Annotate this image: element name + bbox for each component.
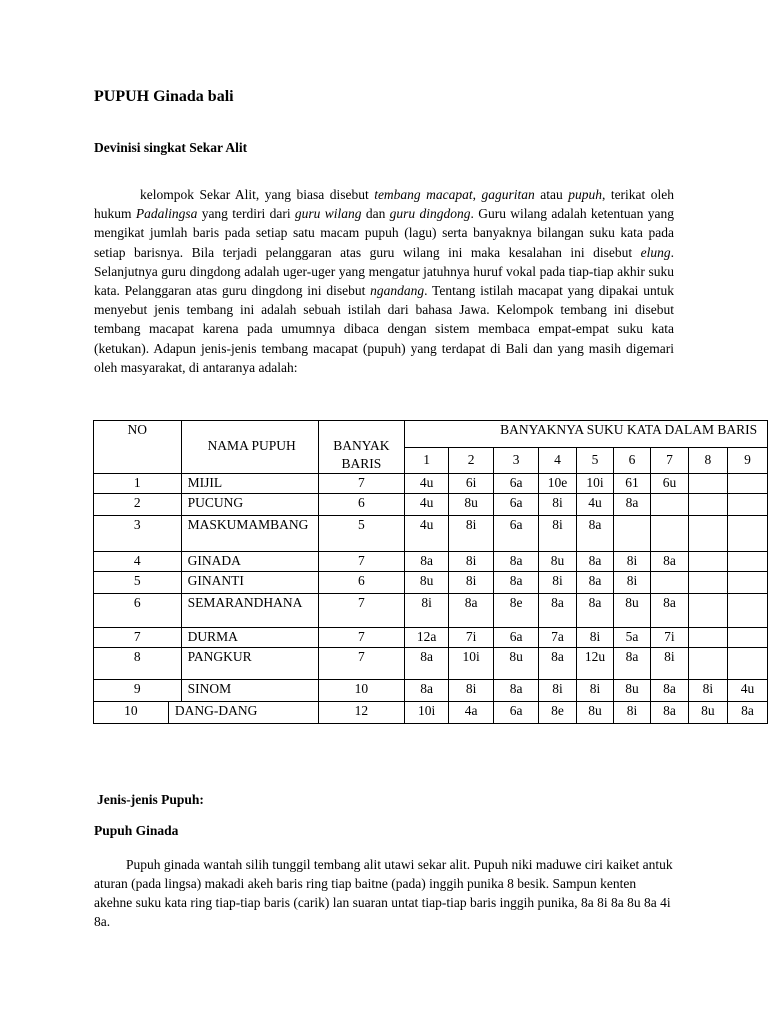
syllable-cell: 8i (577, 628, 614, 648)
syllable-cell: 4a (449, 702, 494, 724)
syllable-cell: 10i (405, 702, 449, 724)
pupuh-name: PANGKUR (181, 648, 318, 680)
intro-segment: ngandang (370, 283, 425, 299)
syllable-cell: 8a (494, 680, 539, 702)
intro-segment: . Tentang istilah macapat yang dipakai untuk menyebut jenis tembang ini adalah sebuah istilah dari bahasa Jawa. Kelompok tembang ini disebut tembang macapat karena pada umumnya dibaca dengan sistem membaca empat-empat suku kata (ketukan). Adapun jenis-jenis tembang macapat (pupuh) yang terdapat di Bali dan yang masih digemari oleh masyarakat, di antaranya adalah: (94, 283, 674, 375)
line-count: 7 (318, 474, 404, 494)
intro-segment: . Selanjutnya guru dingdong adalah uger-uger yang mengatur jatuhnya huruf vokal pada tiap-tiap akhir suku kata. Pelanggaran atas guru dingdong ini disebut (94, 244, 674, 299)
line-count: 7 (318, 552, 404, 572)
syllable-cell: 8a (650, 680, 688, 702)
pupuh-name: GINADA (181, 552, 318, 572)
syllable-cell (688, 594, 727, 628)
intro-segment: guru wilang (294, 206, 362, 222)
column-number-header: 4 (539, 447, 577, 474)
syllable-cell: 8a (577, 552, 614, 572)
syllable-cell: 4u (577, 494, 614, 516)
table-row (94, 648, 768, 680)
syllable-cell: 8u (449, 494, 494, 516)
line-count: 10 (318, 680, 404, 702)
syllable-cell: 8i (449, 572, 494, 594)
intro-segment: gaguritan (481, 187, 535, 202)
intro-segment: tembang macapat (374, 187, 473, 202)
syllable-cell: 8a (405, 648, 449, 680)
row-number: 3 (94, 516, 182, 552)
header-no: NO (94, 421, 182, 474)
syllable-cell: 8a (577, 572, 614, 594)
syllable-cell: 8i (405, 594, 449, 628)
page-title: PUPUH Ginada bali (94, 88, 234, 105)
syllable-cell: 8a (650, 702, 688, 724)
syllable-cell: 4u (405, 494, 449, 516)
syllable-cell: 8a (577, 516, 614, 552)
syllable-cell (650, 494, 688, 516)
syllable-cell: 8i (539, 494, 577, 516)
pupuh-name: SINOM (181, 680, 318, 702)
syllable-cell (688, 516, 727, 552)
syllable-cell: 8a (650, 552, 688, 572)
column-number-header: 6 (613, 447, 650, 474)
intro-segment: , terikat oleh hukum (94, 187, 675, 222)
pupuh-name: GINANTI (181, 572, 318, 594)
row-number: 4 (94, 552, 182, 572)
row-number: 2 (94, 494, 182, 516)
syllable-cell: 12u (577, 648, 614, 680)
row-number: 7 (94, 628, 182, 648)
header-nama-pupuh: NAMA PUPUH (181, 421, 318, 474)
intro-segment: , (472, 187, 482, 202)
header-banyak-baris: BANYAK BARIS (318, 421, 404, 474)
intro-text (94, 187, 674, 375)
pupuh-name: PUCUNG (181, 494, 318, 516)
syllable-cell: 8a (494, 552, 539, 572)
syllable-cell: 8i (539, 572, 577, 594)
syllable-cell: 8a (650, 594, 688, 628)
syllable-cell (688, 648, 727, 680)
syllable-cell: 8u (494, 648, 539, 680)
syllable-cell: 8i (449, 680, 494, 702)
syllable-cell (688, 552, 727, 572)
syllable-cell (727, 648, 767, 680)
column-number-header: 5 (577, 447, 614, 474)
row-number: 9 (94, 680, 182, 702)
intro-segment: kelompok Sekar Alit, yang biasa disebut (140, 187, 375, 202)
intro-paragraph (94, 185, 674, 377)
line-count: 7 (318, 628, 404, 648)
syllable-cell: 61 (613, 474, 650, 494)
ginada-paragraph (94, 855, 674, 931)
pupuh-name: DURMA (181, 628, 318, 648)
row-number: 5 (94, 572, 182, 594)
syllable-cell: 6u (650, 474, 688, 494)
pupuh-name: MASKUMAMBANG (181, 516, 318, 552)
syllable-cell: 8i (577, 680, 614, 702)
header-suku-kata: BANYAKNYA SUKU KATA DALAM BARIS (405, 421, 768, 448)
syllable-cell: 8u (688, 702, 727, 724)
syllable-cell: 8e (494, 594, 539, 628)
pupuh-table (93, 420, 768, 724)
table-row (94, 702, 768, 724)
syllable-cell: 8e (539, 702, 577, 724)
syllable-cell: 8i (650, 648, 688, 680)
line-count: 7 (318, 594, 404, 628)
column-number-header: 8 (688, 447, 727, 474)
syllable-cell (727, 594, 767, 628)
syllable-cell: 8a (727, 702, 767, 724)
intro-segment: pupuh (568, 187, 602, 202)
syllable-cell: 8u (539, 552, 577, 572)
column-number-header: 7 (650, 447, 688, 474)
syllable-cell: 8u (577, 702, 614, 724)
intro-segment: atau (534, 187, 569, 202)
row-number: 6 (94, 594, 182, 628)
pupuh-name: MIJIL (181, 474, 318, 494)
column-number-header: 9 (727, 447, 767, 474)
syllable-cell: 12a (405, 628, 449, 648)
syllable-cell: 8i (688, 680, 727, 702)
syllable-cell: 4u (727, 680, 767, 702)
syllable-cell (650, 572, 688, 594)
syllable-cell: 6a (494, 702, 539, 724)
table-row (94, 680, 768, 702)
syllable-cell (727, 572, 767, 594)
table-row (94, 474, 768, 494)
syllable-cell (727, 474, 767, 494)
syllable-cell (727, 552, 767, 572)
line-count: 5 (318, 516, 404, 552)
intro-segment: yang terdiri dari (197, 206, 295, 222)
table-row (94, 594, 768, 628)
column-number-header: 3 (494, 447, 539, 474)
syllable-cell: 4u (405, 516, 449, 552)
syllable-cell (727, 516, 767, 552)
syllable-cell: 6a (494, 474, 539, 494)
syllable-cell: 10e (539, 474, 577, 494)
syllable-cell: 8a (539, 594, 577, 628)
table-row (94, 494, 768, 516)
syllable-cell: 8i (613, 572, 650, 594)
syllable-cell: 8i (539, 516, 577, 552)
column-number-header: 1 (405, 447, 449, 474)
jenis-heading: Jenis-jenis Pupuh: (97, 792, 204, 807)
syllable-cell (727, 494, 767, 516)
column-number-header: 2 (449, 447, 494, 474)
syllable-cell: 7i (650, 628, 688, 648)
row-number: 1 (94, 474, 182, 494)
line-count: 6 (318, 494, 404, 516)
syllable-cell: 8u (405, 572, 449, 594)
syllable-cell (727, 628, 767, 648)
syllable-cell: 8i (449, 552, 494, 572)
pupuh-name: DANG-DANG (168, 702, 318, 724)
syllable-cell: 8u (613, 594, 650, 628)
syllable-cell: 6a (494, 516, 539, 552)
syllable-cell: 8a (539, 648, 577, 680)
syllable-cell: 8a (405, 680, 449, 702)
syllable-cell: 8u (613, 680, 650, 702)
table-row (94, 552, 768, 572)
syllable-cell: 6i (449, 474, 494, 494)
syllable-cell: 8i (449, 516, 494, 552)
intro-segment: guru dingdong (389, 206, 471, 222)
ginada-heading: Pupuh Ginada (94, 823, 179, 838)
syllable-cell: 5a (613, 628, 650, 648)
syllable-cell: 8i (613, 552, 650, 572)
section-subtitle: Devinisi singkat Sekar Alit (94, 140, 248, 155)
intro-segment: Padalingsa (135, 206, 198, 222)
intro-segment: . Guru wilang adalah ketentuan yang mengikat jumlah baris pada setiap satu macam pupuh (lagu) serta banyaknya bilangan suku kata pada setiap barisnya. Bila terjadi pelanggaran atas guru wilang ini maka kesalahan ini disebut (94, 206, 674, 260)
syllable-cell: 7a (539, 628, 577, 648)
syllable-cell (688, 474, 727, 494)
syllable-cell: 6a (494, 628, 539, 648)
syllable-cell: 7i (449, 628, 494, 648)
syllable-cell (688, 572, 727, 594)
syllable-cell: 8a (405, 552, 449, 572)
syllable-cell (688, 628, 727, 648)
intro-segment: elung (640, 244, 671, 260)
syllable-cell: 4u (405, 474, 449, 494)
line-count: 7 (318, 648, 404, 680)
syllable-cell: 8a (613, 494, 650, 516)
row-number: 10 (94, 702, 169, 724)
syllable-cell: 8a (613, 648, 650, 680)
line-count: 12 (318, 702, 404, 724)
syllable-cell: 10i (449, 648, 494, 680)
syllable-cell: 8a (577, 594, 614, 628)
ginada-text: Pupuh ginada wantah silih tunggil tembang alit utawi sekar alit. Pupuh niki maduwe ciri kaiket antuk aturan (pada lingsa) makadi akeh baris ring tiap baitne (pada) inggih punika 8 besik. Sampun kenten akehne suku kata ring tiap-tiap baris (carik) lan suaran untat tiap-tiap baris inggih punika, 8a 8i 8a 8u 8a 4i 8a. (94, 857, 673, 929)
intro-segment: dan (361, 206, 390, 222)
syllable-cell: 8a (494, 572, 539, 594)
syllable-cell (613, 516, 650, 552)
syllable-cell (650, 516, 688, 552)
table-row (94, 628, 768, 648)
table-row (94, 516, 768, 552)
table-row (94, 572, 768, 594)
syllable-cell: 10i (577, 474, 614, 494)
row-number: 8 (94, 648, 182, 680)
syllable-cell: 6a (494, 494, 539, 516)
pupuh-name: SEMARANDHANA (181, 594, 318, 628)
syllable-cell (688, 494, 727, 516)
line-count: 6 (318, 572, 404, 594)
syllable-cell: 8i (539, 680, 577, 702)
syllable-cell: 8a (449, 594, 494, 628)
syllable-cell: 8i (613, 702, 650, 724)
